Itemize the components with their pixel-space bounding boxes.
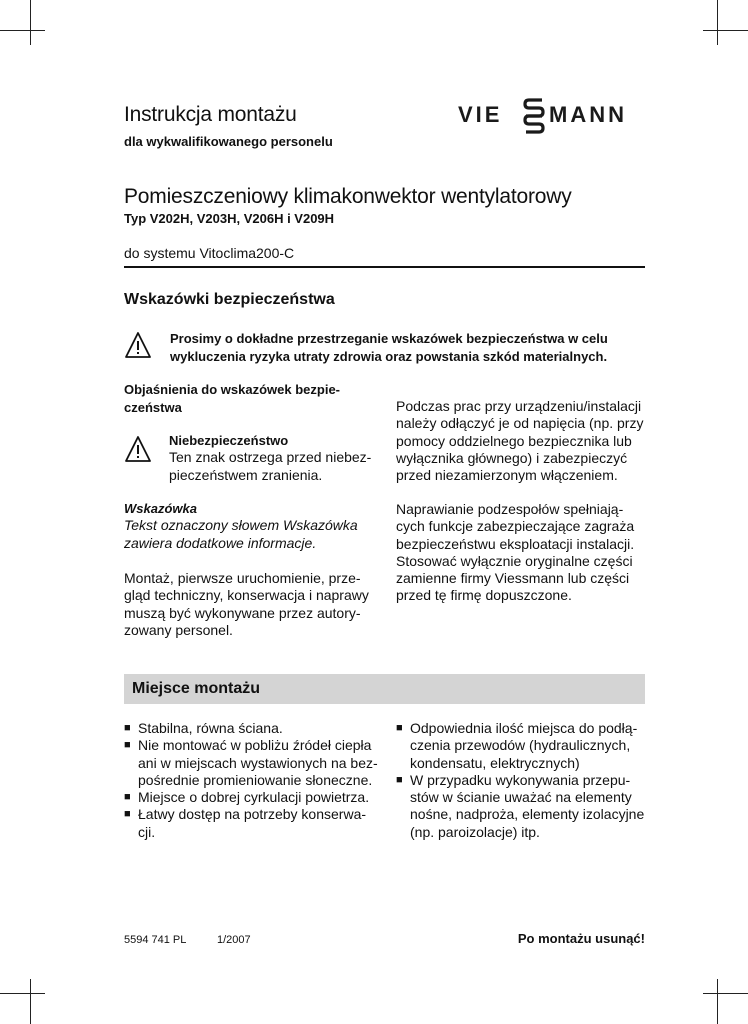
note-line: zawiera dodatkowe informacje. xyxy=(124,534,317,551)
crop-mark-bottom-left-h xyxy=(0,993,45,994)
spare-parts-paragraph xyxy=(396,501,634,605)
paragraph-line: przed tę firmę dopuszczone. xyxy=(396,587,572,604)
explain-heading-line: czeństwa xyxy=(124,400,182,415)
paragraph-line: pomocy oddzielnego bezpiecznika lub xyxy=(396,432,632,449)
list-item-line: czenia przewodów (hydraulicznych, xyxy=(410,737,631,754)
paragraph-line: zamienne firmy Viessmann lub części xyxy=(396,570,630,587)
warning-triangle-icon xyxy=(124,331,152,359)
location-heading: Miejsce montażu xyxy=(132,680,261,697)
paragraph-line: zowany personel. xyxy=(124,621,233,638)
location-list-right xyxy=(396,720,651,841)
paragraph-line: Naprawianie podzespołów spełniają- xyxy=(396,501,624,517)
remove-after-install-note: Po montażu usunąć! xyxy=(517,931,645,946)
list-item xyxy=(124,806,379,841)
crop-mark-top-right-v xyxy=(717,0,718,45)
list-item xyxy=(396,720,651,772)
paragraph-line: cych funkcje zabezpieczające zagraża xyxy=(396,518,635,535)
warning-line: Prosimy o dokładne przestrzeganie wskazówek bezpieczeństwa w celu xyxy=(170,331,608,346)
paragraph-line: muszą być wykonywane przez autory- xyxy=(124,604,361,621)
product-system: do systemu Vitoclima200-C xyxy=(124,245,295,261)
doc-subtitle: dla wykwalifikowanego personelu xyxy=(124,134,333,149)
paragraph-line: gląd techniczny, konserwacja i naprawy xyxy=(124,587,369,604)
paragraph-line: bezpieczeństwu eksploatacji instalacji. xyxy=(396,535,635,552)
list-item-line: cji. xyxy=(138,823,156,840)
danger-title: Niebezpieczeństwo xyxy=(169,433,289,448)
list-item-line: ■ Łatwy dostęp na potrzeby konserwa- xyxy=(138,806,367,823)
note-line: Tekst oznaczony słowem Wskazówka xyxy=(124,517,358,534)
note-block xyxy=(124,500,358,552)
list-item-line: pośrednie promieniowanie słoneczne. xyxy=(138,771,373,788)
explain-heading-line: Objaśnienia do wskazówek bezpie- xyxy=(124,382,341,397)
viessmann-logo xyxy=(458,96,646,136)
list-item-line: ■ Nie montować w pobliżu źródeł ciepła xyxy=(138,737,372,754)
list-item-line: stów w ścianie uważać na elementy xyxy=(410,789,632,806)
list-item xyxy=(124,737,379,789)
paragraph-line: Podczas prac przy urządzeniu/instalacji xyxy=(396,398,642,414)
doc-date: 1/2007 xyxy=(217,934,251,946)
crop-mark-bottom-right-v xyxy=(717,979,718,1024)
list-item-line: nośne, nadproża, elementy izolacyjne xyxy=(410,806,645,823)
location-list-left xyxy=(124,720,379,841)
danger-line: Ten znak ostrzega przed niebez- xyxy=(169,449,372,466)
paragraph-line: należy odłączyć je od napięcia (np. przy xyxy=(396,415,644,432)
list-item-line: ■ W przypadku wykonywania przepu- xyxy=(410,771,631,788)
logo-double-s-icon xyxy=(522,96,546,136)
install-paragraph xyxy=(124,570,369,639)
crop-mark-top-left-v xyxy=(30,0,31,45)
list-item-line: ■ Odpowiednia ilość miejsca do podłą- xyxy=(410,720,638,736)
list-item xyxy=(124,789,379,806)
note-title: Wskazówka xyxy=(124,501,197,516)
list-item-line: ani w miejscach wystawionych na bez- xyxy=(138,754,378,771)
danger-block xyxy=(169,432,371,484)
crop-mark-top-left-h xyxy=(0,30,45,31)
list-item-line: ■ Miejsce o dobrej cyrkulacji powietrza. xyxy=(138,789,370,806)
disconnect-paragraph xyxy=(396,398,643,484)
location-heading-band xyxy=(124,674,645,704)
safety-heading: Wskazówki bezpieczeństwa xyxy=(124,291,335,308)
logo-text-left: VIE xyxy=(458,102,503,127)
paragraph-line: Montaż, pierwsze uruchomienie, prze- xyxy=(124,570,361,586)
logo-text-right: MANN xyxy=(549,102,627,127)
warning-line: wykluczenia ryzyka utraty zdrowia oraz powstania szkód materialnych. xyxy=(170,349,608,364)
list-item-line: ■ Stabilna, równa ściana. xyxy=(138,720,283,736)
product-types: Typ V202H, V203H, V206H i V209H xyxy=(124,211,335,226)
list-item xyxy=(124,720,379,737)
danger-line: pieczeństwem zranienia. xyxy=(169,466,323,483)
paragraph-line: wyłącznika głównego) i zabezpieczyć xyxy=(396,449,628,466)
paragraph-line: Stosować wyłącznie oryginalne części xyxy=(396,552,633,569)
paragraph-line: przed niezamierzonym włączeniem. xyxy=(396,467,618,484)
crop-mark-top-right-h xyxy=(703,30,748,31)
list-item xyxy=(396,772,651,841)
explain-heading xyxy=(124,381,340,417)
danger-triangle-icon xyxy=(124,435,152,463)
list-item-line: (np. paroizolacje) itp. xyxy=(410,823,540,840)
safety-warning-text xyxy=(170,330,608,366)
doc-number: 5594 741 PL xyxy=(124,934,187,946)
crop-mark-bottom-right-h xyxy=(703,993,748,994)
divider xyxy=(124,266,645,268)
crop-mark-bottom-left-v xyxy=(30,979,31,1024)
product-name: Pomieszczeniowy klimakonwektor wentylatorowy xyxy=(124,185,572,208)
doc-title: Instrukcja montażu xyxy=(124,103,297,126)
list-item-line: kondensatu, elektrycznych) xyxy=(410,754,580,771)
